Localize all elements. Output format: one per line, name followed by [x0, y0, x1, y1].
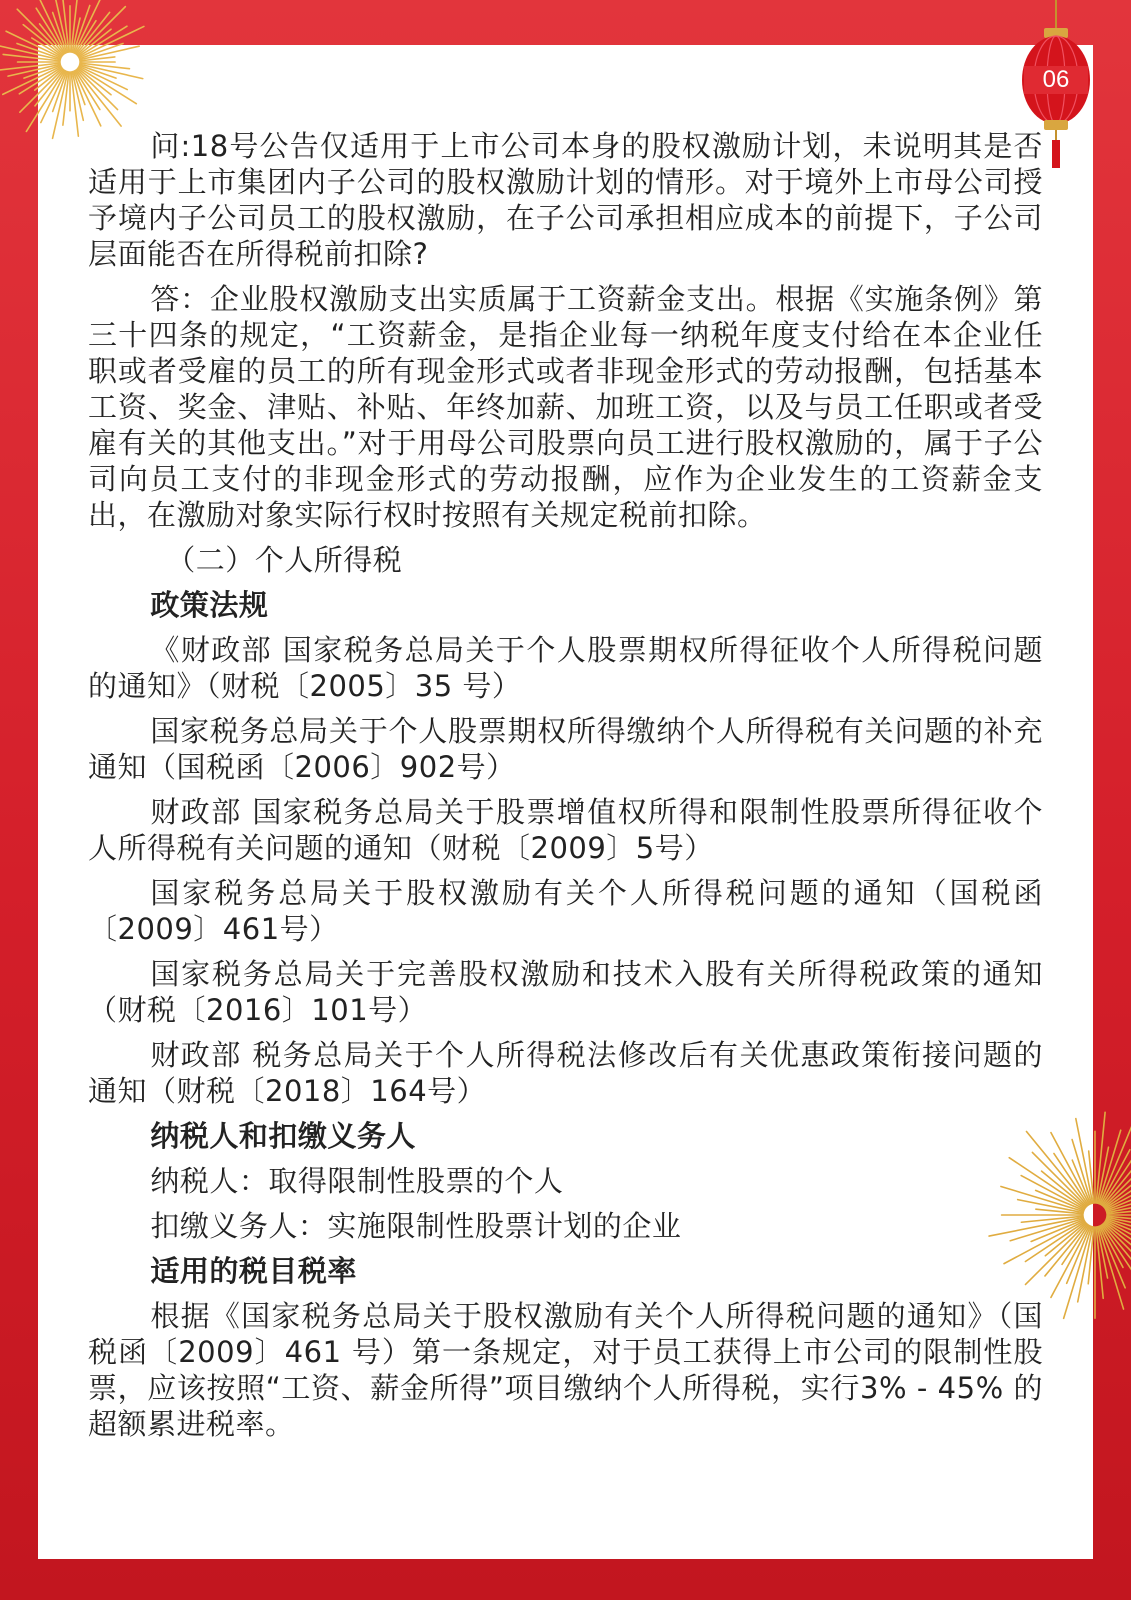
paragraph-tax-rate: 根据《国家税务总局关于股权激励有关个人所得税问题的通知》（国税函〔2009〕461 号）第一条规定，对于员工获得上市公司的限制性股票，应该按照“工资、薪金所得”项目缴纳个人所得税，实行3% - 45% 的超额累进税率。	[88, 1299, 1043, 1441]
policy-item: 财政部 国家税务总局关于股票增值权所得和限制性股票所得征收个人所得税有关问题的通知（财税〔2009〕5号）	[88, 795, 1043, 865]
page-number: 06	[1042, 66, 1070, 93]
policy-item: 国家税务总局关于个人股票期权所得缴纳个人所得税有关问题的补充通知（国税函〔2006〕902号）	[88, 714, 1043, 784]
withholder-line: 扣缴义务人：实施限制性股票计划的企业	[150, 1209, 682, 1243]
policy-item: 《财政部 国家税务总局关于个人股票期权所得征收个人所得税问题的通知》（财税〔2005〕35 号）	[88, 633, 1043, 703]
policy-item: 国家税务总局关于股权激励有关个人所得税问题的通知（国税函〔2009〕461号）	[88, 876, 1043, 946]
paragraph-question: 问:18号公告仅适用于上市公司本身的股权激励计划，未说明其是否适用于上市集团内子公司的股权激励计划的情形。对于境外上市母公司授予境内子公司员工的股权激励，在子公司承担相应成本的前提下，子公司层面能否在所得税前扣除?	[88, 129, 1043, 271]
document-body	[88, 128, 1043, 1451]
taxpayer-line: 纳税人：取得限制性股票的个人	[150, 1164, 564, 1198]
section-title: （二）个人所得税	[166, 543, 403, 577]
policy-item: 财政部 税务总局关于个人所得税法修改后有关优惠政策衔接问题的通知（财税〔2018〕164号）	[88, 1038, 1043, 1108]
heading-tax-rate: 适用的税目税率	[150, 1254, 357, 1288]
paragraph-answer: 答：企业股权激励支出实质属于工资薪金支出。根据《实施条例》第三十四条的规定，“工资薪金，是指企业每一纳税年度支付给在本企业任职或者受雇的员工的所有现金形式或者非现金形式的劳动报酬，包括基本工资、奖金、津贴、补贴、年终加薪、加班工资，以及与员工任职或者受雇有关的其他支出。”对于用母公司股票向员工进行股权激励的，属于子公司向员工支付的非现金形式的劳动报酬，应作为企业发生的工资薪金支出，在激励对象实际行权时按照有关规定税前扣除。	[88, 282, 1043, 532]
heading-taxpayer: 纳税人和扣缴义务人	[150, 1119, 416, 1153]
heading-policy: 政策法规	[150, 588, 269, 622]
policy-item: 国家税务总局关于完善股权激励和技术入股有关所得税政策的通知（财税〔2016〕101号）	[88, 957, 1043, 1027]
